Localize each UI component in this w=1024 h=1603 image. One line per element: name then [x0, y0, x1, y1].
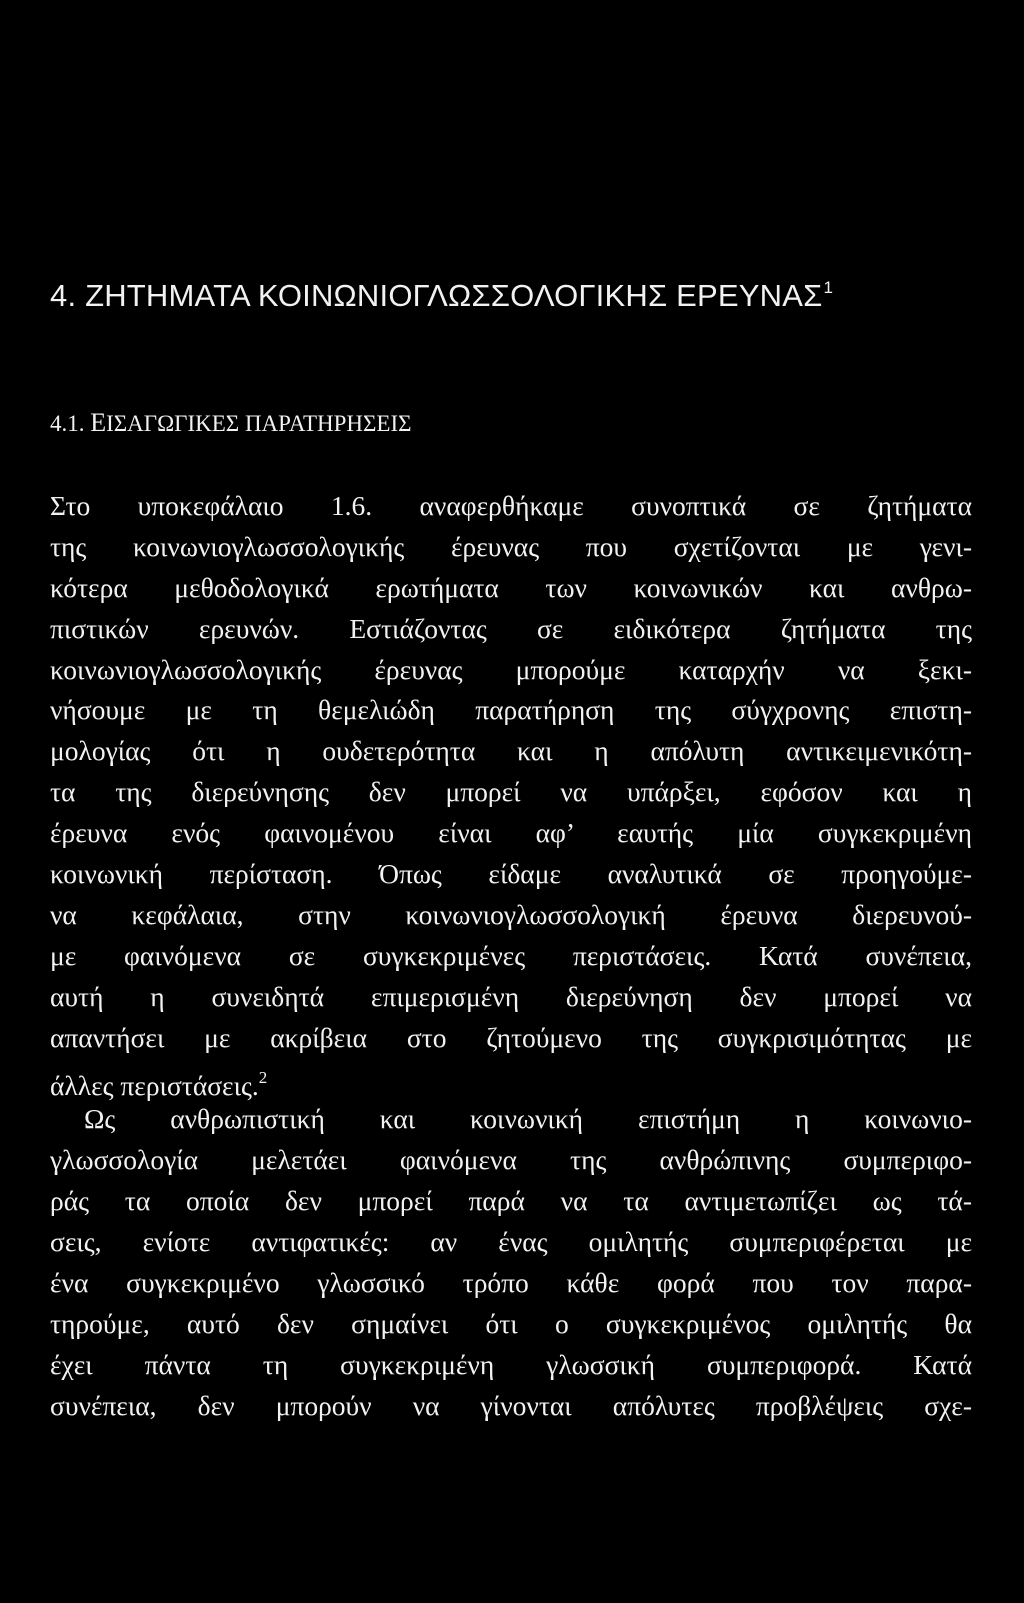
text-line: αυτή η συνειδητά επιμερισμένη διερεύνηση δεν μπορεί να	[50, 980, 972, 1012]
text-line: κοινωνική περίσταση. Όπως είδαμε αναλυτικά σε προηγούμε-	[50, 858, 972, 890]
section-title-initial: Ε	[90, 408, 107, 437]
chapter-title	[50, 278, 990, 314]
chapter-footnote-mark: 1	[823, 278, 834, 297]
text-line: της κοινωνιογλωσσολογικής έρευνας που σχετίζονται με γενι-	[50, 530, 972, 562]
text-line: τηρούμε, αυτό δεν σημαίνει ότι ο συγκεκριμένος ομιλητής θα	[50, 1307, 972, 1339]
text-line: συνέπεια, δεν μπορούν να γίνονται απόλυτες προβλέψεις σχε-	[50, 1389, 972, 1421]
body-text	[50, 486, 972, 1426]
text-line: έχει πάντα τη συγκεκριμένη γλωσσική συμπεριφορά. Κατά	[50, 1348, 972, 1380]
section-title	[50, 408, 412, 438]
text-line: νήσουμε με τη θεμελιώδη παρατήρηση της σύγχρονης επιστη-	[50, 694, 972, 726]
text-line: έρευνα ενός φαινομένου είναι αφ’ εαυτής μία συγκεκριμένη	[50, 817, 972, 849]
chapter-title-text: 4. ΖΗΤΗΜΑΤΑ ΚΟΙΝΩΝΙΟΓΛΩΣΣΟΛΟΓΙΚΗΣ ΕΡΕΥΝΑΣ	[50, 278, 823, 313]
text-line: με φαινόμενα σε συγκεκριμένες περιστάσεις. Κατά συνέπεια,	[50, 939, 972, 971]
text-line: μολογίας ότι η ουδετερότητα και η απόλυτη αντικειμενικότη-	[50, 735, 972, 767]
text-line: τα της διερεύνησης δεν μπορεί να υπάρξει, εφόσον και η	[50, 776, 972, 808]
text-line-content: άλλες περιστάσεις.	[50, 1070, 259, 1102]
text-line: κοινωνιογλωσσολογικής έρευνας μπορούμε καταρχήν να ξεκι-	[50, 653, 972, 685]
text-line: απαντήσει με ακρίβεια στο ζητούμενο της συγκρισιμότητας με	[50, 1021, 972, 1053]
section-number: 4.1.	[50, 411, 85, 436]
text-line: να κεφάλαια, στην κοινωνιογλωσσολογική έρευνα διερευνού-	[50, 898, 972, 930]
text-line: γλωσσολογία μελετάει φαινόμενα της ανθρώπινης συμπεριφο-	[50, 1144, 972, 1176]
footnote-mark-2: 2	[258, 1068, 268, 1088]
text-line: κότερα μεθοδολογικά ερωτήματα των κοινωνικών και ανθρω-	[50, 571, 972, 603]
text-line-last	[50, 1058, 972, 1102]
section-title-rest: ΙΣΑΓΩΓΙΚΕΣ ΠΑΡΑΤΗΡΗΣΕΙΣ	[106, 411, 412, 436]
text-line: σεις, ενίοτε αντιφατικές: αν ένας ομιλητής συμπεριφέρεται με	[50, 1226, 972, 1258]
text-line: Στο υποκεφάλαιο 1.6. αναφερθήκαμε συνοπτικά σε ζητήματα	[50, 490, 972, 521]
text-line: ράς τα οποία δεν μπορεί παρά να τα αντιμετωπίζει ως τά-	[50, 1185, 972, 1217]
paragraph-1	[50, 486, 972, 1102]
text-line: πιστικών ερευνών. Εστιάζοντας σε ειδικότερα ζητήματα της	[50, 612, 972, 644]
text-line: ένα συγκεκριμένο γλωσσικό τρόπο κάθε φορά που τον παρα-	[50, 1266, 972, 1298]
paragraph-2	[50, 1099, 972, 1426]
text-line: Ως ανθρωπιστική και κοινωνική επιστήμη η κοινωνιο-	[84, 1103, 972, 1135]
